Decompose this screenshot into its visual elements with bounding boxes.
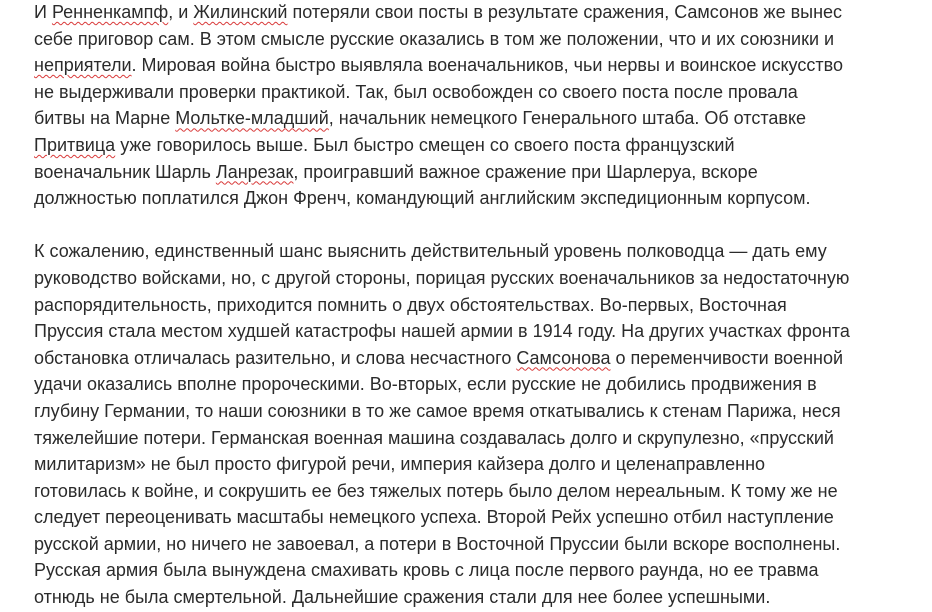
text-line [34, 345, 926, 372]
text-run: милитаризм» не был просто фигурой речи, империя кайзера долго и целенаправленно [34, 454, 766, 475]
text-run: К сожалению, единственный шанс выяснить действительный уровень полководца — дать ему [34, 241, 827, 262]
spellcheck-flagged-word: Мольтке-младший [175, 108, 329, 129]
text-line [34, 504, 926, 531]
text-run: должностью поплатился Джон Френч, командующий английским экспедиционным корпусом. [34, 188, 811, 209]
text-run: уже говорилось выше. Был быстро смещен со своего поста французский [115, 134, 735, 155]
text-run: военачальник Шарль [34, 161, 216, 182]
text-line [34, 398, 926, 425]
text-line [34, 159, 926, 186]
text-run: не выдерживали проверки практикой. Так, был освобожден со своего поста после провала [34, 81, 798, 102]
text-run: , и [168, 2, 194, 22]
text-line [34, 0, 926, 26]
spellcheck-flagged-word: Притвица [34, 134, 116, 155]
text-line [34, 478, 926, 505]
text-run: отнюдь не была смертельной. Дальнейшие сражения стали для нее более успешными. [34, 587, 771, 608]
text-line [34, 318, 926, 345]
text-line [34, 105, 926, 132]
text-line [34, 79, 926, 106]
text-run: битвы на Марне [34, 108, 176, 129]
spellcheck-flagged-word: Самсонова [516, 347, 611, 368]
text-run: И [34, 2, 52, 22]
spellcheck-flagged-word: Ланрезак [215, 161, 294, 182]
spellcheck-flagged-word: Ренненкампф [51, 2, 169, 22]
document-body [34, 0, 926, 611]
text-line [34, 238, 926, 265]
text-line [34, 557, 926, 584]
text-run: Русская армия была вынуждена смахивать кровь с лица после первого раунда, но ее травма [34, 560, 819, 581]
text-run: руководство войсками, но, с другой стороны, порицая русских военачальников за недостаточную [34, 267, 850, 288]
text-line [34, 584, 926, 611]
text-run: глубину Германии, то наши союзники в то же самое время откатывались к стенам Парижа, неся [34, 400, 841, 421]
text-run: себе приговор сам. В этом смысле русские оказались в том же положении, что и их союзники и [34, 28, 835, 49]
text-line [34, 132, 926, 159]
paragraph [34, 0, 926, 212]
text-line [34, 371, 926, 398]
text-run: о переменчивости военной [610, 347, 844, 368]
text-run: готовилась к войне, и сокрушить ее без тяжелых потерь было делом нереальным. К тому же не [34, 480, 838, 501]
text-line [34, 292, 926, 319]
text-run: потеряли свои посты в результате сражения, Самсонов же вынес [287, 2, 843, 22]
text-line [34, 265, 926, 292]
text-run: удачи оказались вполне пророческими. Во-вторых, если русские не добились продвижения в [34, 374, 817, 395]
paragraph [34, 238, 926, 610]
text-line [34, 52, 926, 79]
text-run: , начальник немецкого Генерального штаба. Об отставке [328, 108, 807, 129]
text-run: распорядительность, приходится помнить о двух обстоятельствах. Во-первых, Восточная [34, 294, 787, 315]
spellcheck-flagged-word: неприятели [34, 55, 132, 76]
text-run: следует переоценивать масштабы немецкого успеха. Второй Рейх успешно отбил наступление [34, 507, 834, 528]
text-run: , проигравший важное сражение при Шарлеруа, вскоре [293, 161, 758, 182]
text-run: обстановка отличалась разительно, и слова несчастного [34, 347, 517, 368]
text-run: Пруссия стала местом худшей катастрофы нашей армии в 1914 году. На других участках фронта [34, 321, 850, 342]
spellcheck-flagged-word: Жилинский [193, 2, 288, 22]
text-run: . Мировая война быстро выявляла военачальников, чьи нервы и воинское искусство [131, 55, 843, 76]
text-line [34, 26, 926, 53]
text-line [34, 185, 926, 212]
text-line [34, 451, 926, 478]
text-run: тяжелейшие потери. Германская военная машина создавалась долго и скрупулезно, «прусский [34, 427, 834, 448]
text-line [34, 531, 926, 558]
text-run: русской армии, но ничего не завоевал, а потери в Восточной Пруссии были вскоре восполнены. [34, 533, 841, 554]
text-line [34, 425, 926, 452]
